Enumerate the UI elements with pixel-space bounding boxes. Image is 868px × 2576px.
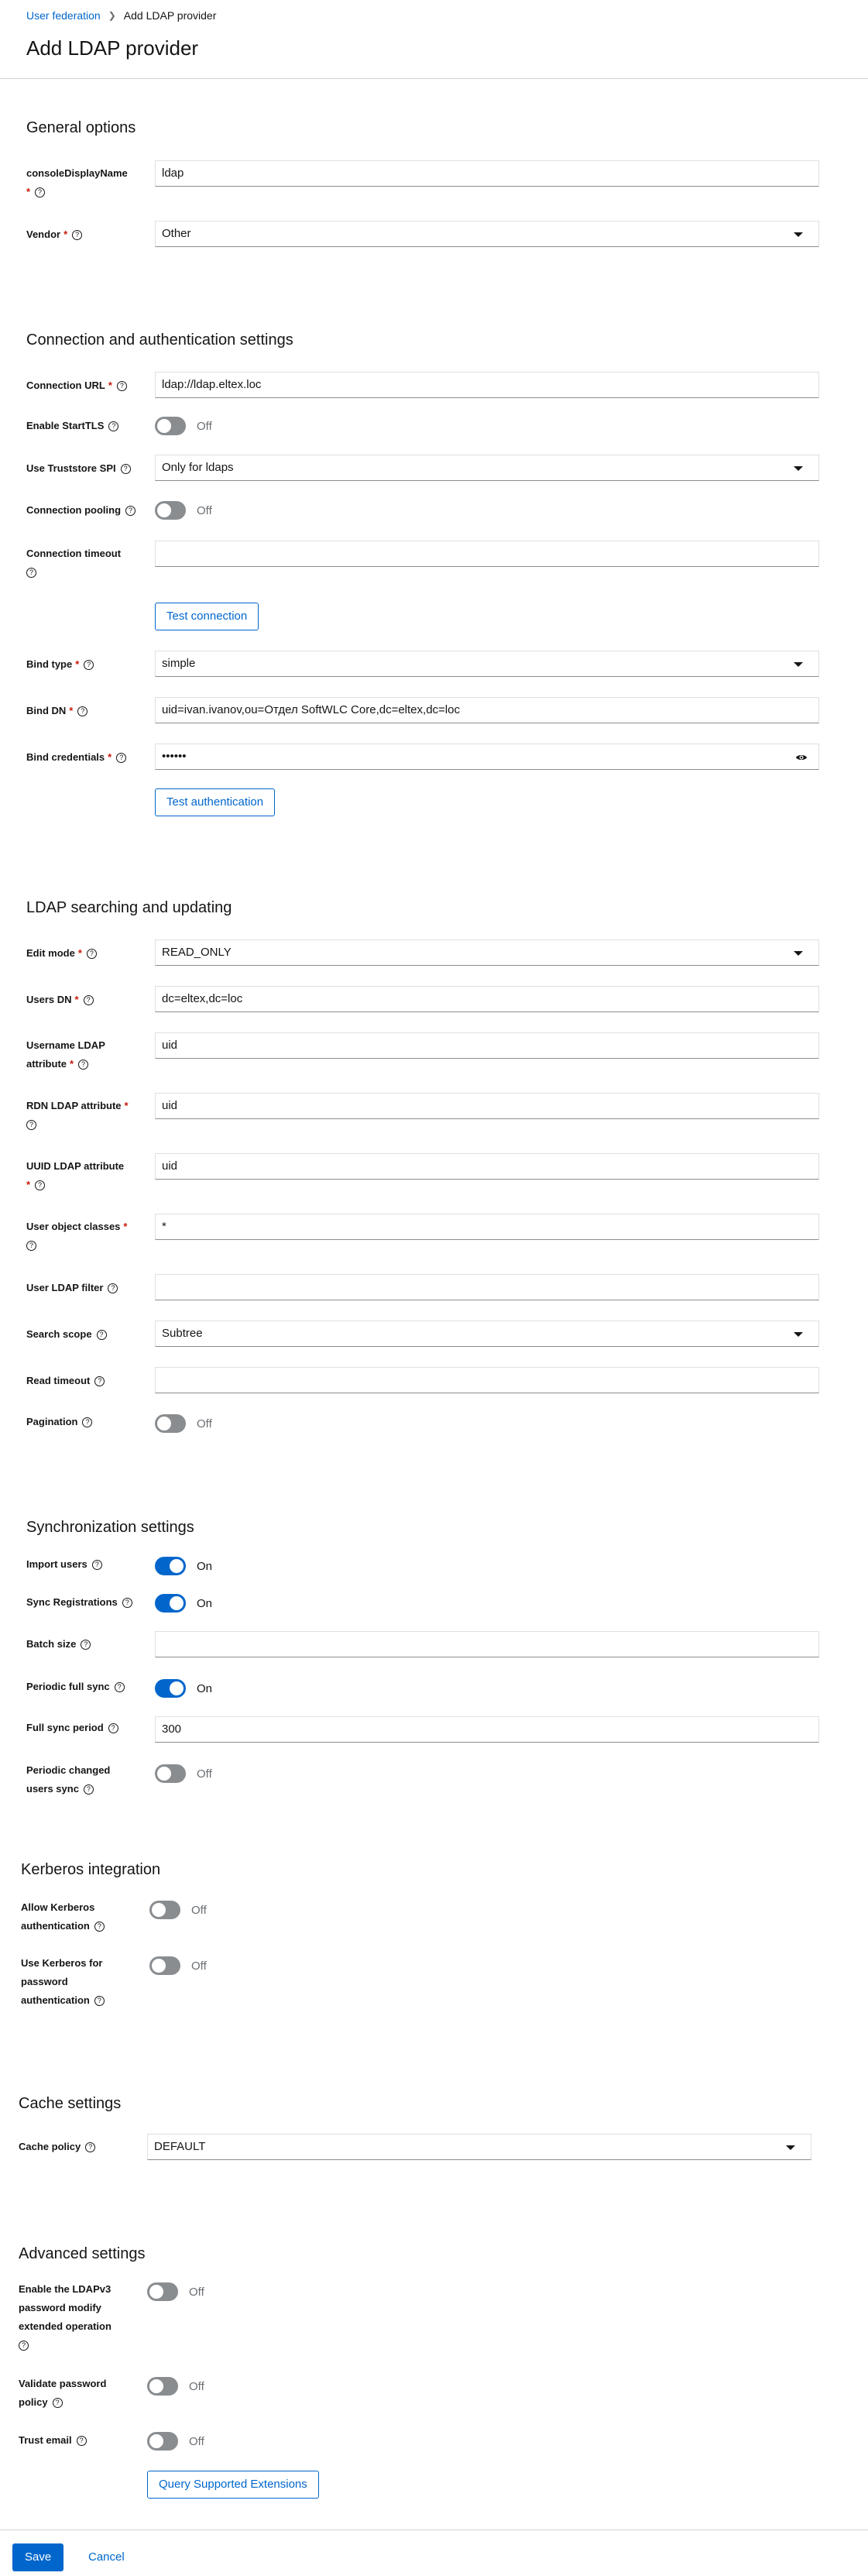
- connection-timeout-label: Connection timeout ?: [26, 548, 122, 577]
- help-circle-icon[interactable]: ?: [84, 995, 94, 1005]
- page-title: Add LDAP provider: [26, 36, 199, 60]
- help-circle-icon[interactable]: ?: [26, 1241, 36, 1251]
- toggle-switch[interactable]: [155, 1414, 186, 1433]
- allow-kerberos-toggle[interactable]: [149, 1901, 207, 1919]
- toggle-switch[interactable]: [149, 1956, 180, 1975]
- read-timeout-label: Read timeout ?: [26, 1372, 142, 1390]
- rdn-attr-label: RDN LDAP attribute * ?: [26, 1100, 129, 1129]
- toggle-switch[interactable]: [155, 1764, 186, 1783]
- header-divider: [0, 78, 868, 79]
- batch-size-input[interactable]: [155, 1631, 819, 1657]
- toggle-state: Off: [189, 2285, 204, 2299]
- read-timeout-input[interactable]: [155, 1367, 819, 1393]
- test-authentication-button[interactable]: Test authentication: [155, 788, 275, 816]
- bind-dn-input[interactable]: uid=ivan.ivanov,ou=Отдел SoftWLC Core,dc=eltex,dc=loc: [155, 697, 819, 723]
- breadcrumb-user-federation-link[interactable]: User federation: [26, 9, 101, 22]
- help-circle-icon[interactable]: ?: [53, 2398, 63, 2408]
- help-circle-icon[interactable]: ?: [19, 2341, 29, 2351]
- bind-type-select[interactable]: simple: [155, 651, 819, 677]
- help-circle-icon[interactable]: ?: [116, 753, 126, 763]
- truststore-label: Use Truststore SPI ?: [26, 459, 142, 478]
- toggle-switch[interactable]: [147, 2432, 178, 2451]
- connection-url-label: Connection URL * ?: [26, 376, 142, 395]
- chevron-right-icon: ❯: [108, 10, 116, 21]
- advanced-settings-title: Advanced settings: [19, 2245, 146, 2262]
- help-circle-icon[interactable]: ?: [77, 706, 87, 716]
- use-kerberos-label: Use Kerberos for password authentication ?: [21, 1954, 137, 2010]
- username-attr-input[interactable]: uid: [155, 1032, 819, 1059]
- cache-policy-label: Cache policy ?: [19, 2138, 135, 2156]
- help-circle-icon[interactable]: ?: [108, 1283, 118, 1293]
- help-circle-icon[interactable]: ?: [87, 949, 97, 959]
- display-name-label: consoleDisplayName * ?: [26, 167, 128, 197]
- test-connection-button[interactable]: Test connection: [155, 603, 259, 630]
- cache-policy-select[interactable]: DEFAULT: [147, 2134, 811, 2160]
- help-circle-icon[interactable]: ?: [26, 568, 36, 578]
- toggle-state: Off: [189, 2379, 204, 2393]
- periodic-full-sync-toggle[interactable]: [155, 1679, 212, 1698]
- sync-registrations-label: Sync Registrations ?: [26, 1593, 158, 1612]
- allow-kerberos-label: Allow Kerberos authentication ?: [21, 1898, 137, 1935]
- help-circle-icon[interactable]: ?: [115, 1682, 125, 1692]
- help-circle-icon[interactable]: ?: [84, 1784, 94, 1795]
- toggle-state: Off: [191, 1903, 207, 1917]
- kerberos-title: Kerberos integration: [21, 1861, 161, 1878]
- starttls-label: Enable StartTLS ?: [26, 417, 142, 435]
- help-circle-icon[interactable]: ?: [108, 421, 118, 431]
- connection-timeout-input[interactable]: [155, 541, 819, 567]
- help-circle-icon[interactable]: ?: [72, 230, 82, 240]
- uuid-attr-input[interactable]: uid: [155, 1153, 819, 1180]
- help-circle-icon[interactable]: ?: [94, 1376, 105, 1386]
- import-users-label: Import users ?: [26, 1555, 142, 1574]
- help-circle-icon[interactable]: ?: [84, 660, 94, 670]
- help-circle-icon[interactable]: ?: [81, 1640, 91, 1650]
- users-dn-input[interactable]: dc=eltex,dc=loc: [155, 986, 819, 1012]
- toggle-switch[interactable]: [155, 1557, 186, 1575]
- sync-registrations-toggle[interactable]: [155, 1594, 212, 1613]
- full-sync-period-input[interactable]: 300: [155, 1716, 819, 1743]
- toggle-state: Off: [197, 1417, 212, 1431]
- toggle-state: Off: [197, 419, 212, 433]
- bind-credentials-label: Bind credentials * ?: [26, 748, 142, 767]
- help-circle-icon[interactable]: ?: [85, 2142, 95, 2152]
- vendor-label: Vendor * ?: [26, 225, 142, 244]
- batch-size-label: Batch size ?: [26, 1635, 142, 1654]
- use-kerberos-toggle[interactable]: [149, 1956, 207, 1975]
- import-users-toggle[interactable]: [155, 1557, 212, 1575]
- full-sync-period-label: Full sync period ?: [26, 1719, 142, 1737]
- help-circle-icon[interactable]: ?: [77, 2436, 87, 2446]
- help-circle-icon[interactable]: ?: [26, 1120, 36, 1130]
- breadcrumb-current: Add LDAP provider: [123, 9, 217, 22]
- ldap-filter-label: User LDAP filter ?: [26, 1279, 142, 1297]
- help-circle-icon[interactable]: ?: [92, 1560, 102, 1570]
- periodic-changed-sync-toggle[interactable]: [155, 1764, 212, 1783]
- object-classes-label: User object classes * ?: [26, 1221, 128, 1250]
- connection-url-input[interactable]: ldap://ldap.eltex.loc: [155, 372, 819, 398]
- ldap-searching-title: LDAP searching and updating: [26, 899, 232, 916]
- pagination-toggle[interactable]: [155, 1414, 212, 1433]
- toggle-switch[interactable]: [155, 501, 186, 520]
- toggle-switch[interactable]: [155, 1679, 186, 1698]
- vendor-select[interactable]: Other: [155, 221, 819, 247]
- edit-mode-select[interactable]: READ_ONLY: [155, 939, 819, 966]
- toggle-state: On: [197, 1596, 213, 1610]
- toggle-state: Off: [189, 2434, 204, 2448]
- toggle-state: Off: [191, 1959, 207, 1973]
- search-scope-select[interactable]: Subtree: [155, 1321, 819, 1347]
- help-circle-icon[interactable]: ?: [117, 381, 127, 391]
- bind-type-label: Bind type * ?: [26, 655, 142, 674]
- uuid-attr-label: UUID LDAP attribute * ?: [26, 1160, 125, 1190]
- ldapv3-password-modify-toggle[interactable]: [147, 2282, 204, 2301]
- ldapv3-password-modify-label: Enable the LDAPv3 password modify extended operation ?: [19, 2283, 112, 2350]
- required-mark: *: [26, 186, 31, 197]
- toggle-state: On: [197, 1681, 213, 1695]
- help-circle-icon[interactable]: ?: [94, 1996, 105, 2006]
- bind-dn-label: Bind DN * ?: [26, 702, 142, 720]
- help-circle-icon[interactable]: ?: [121, 464, 131, 474]
- cancel-button[interactable]: Cancel: [88, 2550, 125, 2564]
- username-attr-label: Username LDAP attribute * ?: [26, 1039, 105, 1070]
- periodic-changed-sync-label: Periodic changed users sync ?: [26, 1764, 111, 1795]
- save-button[interactable]: Save: [12, 2543, 63, 2571]
- query-supported-extensions-button[interactable]: Query Supported Extensions: [147, 2471, 319, 2499]
- toggle-switch[interactable]: [149, 1901, 180, 1919]
- trust-email-label: Trust email ?: [19, 2431, 135, 2450]
- ldap-filter-input[interactable]: [155, 1274, 819, 1300]
- toggle-switch[interactable]: [155, 417, 186, 435]
- toggle-state: On: [197, 1559, 213, 1573]
- help-circle-icon[interactable]: ?: [35, 1180, 45, 1190]
- validate-password-toggle[interactable]: [147, 2377, 204, 2396]
- toggle-switch[interactable]: [155, 1594, 186, 1613]
- bind-credentials-input[interactable]: ••••••: [155, 744, 819, 770]
- toggle-switch[interactable]: [147, 2377, 178, 2396]
- help-circle-icon[interactable]: ?: [97, 1330, 107, 1340]
- help-circle-icon[interactable]: ?: [122, 1598, 132, 1608]
- breadcrumb: [26, 9, 216, 22]
- display-name-input[interactable]: ldap: [155, 160, 819, 187]
- help-circle-icon[interactable]: ?: [94, 1922, 105, 1932]
- help-circle-icon[interactable]: ?: [35, 187, 45, 197]
- users-dn-label: Users DN * ?: [26, 991, 142, 1009]
- connection-settings-title: Connection and authentication settings: [26, 331, 293, 349]
- toggle-state: Off: [197, 503, 212, 517]
- connection-pooling-label: Connection pooling ?: [26, 501, 142, 520]
- help-circle-icon[interactable]: ?: [125, 506, 136, 516]
- sync-settings-title: Synchronization settings: [26, 1519, 194, 1536]
- object-classes-input[interactable]: *: [155, 1214, 819, 1240]
- toggle-state: Off: [197, 1767, 212, 1781]
- help-circle-icon[interactable]: ?: [108, 1723, 118, 1733]
- validate-password-label: Validate password policy ?: [19, 2378, 107, 2408]
- periodic-full-sync-label: Periodic full sync ?: [26, 1678, 142, 1696]
- cache-settings-title: Cache settings: [19, 2095, 122, 2112]
- help-circle-icon[interactable]: ?: [78, 1060, 88, 1070]
- starttls-toggle[interactable]: [155, 417, 212, 435]
- trust-email-toggle[interactable]: [147, 2432, 204, 2451]
- toggle-switch[interactable]: [147, 2282, 178, 2301]
- search-scope-label: Search scope ?: [26, 1325, 142, 1344]
- eye-icon[interactable]: [795, 751, 808, 764]
- pagination-label: Pagination ?: [26, 1413, 142, 1431]
- help-circle-icon[interactable]: ?: [82, 1417, 92, 1427]
- edit-mode-label: Edit mode * ?: [26, 944, 142, 963]
- rdn-attr-input[interactable]: uid: [155, 1093, 819, 1119]
- general-options-title: General options: [26, 119, 136, 136]
- truststore-select[interactable]: Only for ldaps: [155, 455, 819, 481]
- connection-pooling-toggle[interactable]: [155, 501, 212, 520]
